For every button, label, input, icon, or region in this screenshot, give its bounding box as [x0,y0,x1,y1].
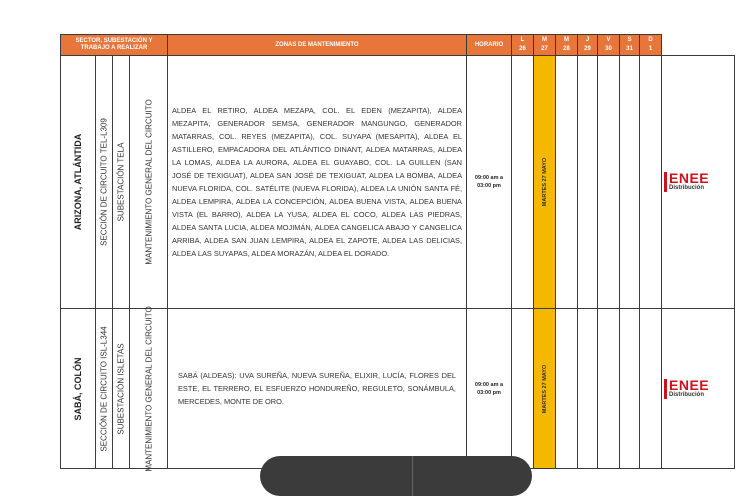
enee-logo-text: ENEE [669,170,710,186]
enee-logo [664,376,734,399]
zonas-cell: SABÁ (ALDEAS): UVA SUREÑA, NUEVA SUREÑA, ELIXIR, LUCÍA, FLORES DEL ESTE, EL TERRERO, EL ESFUERZO HONDUREÑO, REGULETO, SONÁMBULA, MERCEDES, MONTE DE ORO. [168,309,467,469]
header-day-mon: L 26 [512,35,534,56]
day-cell-fri [598,309,620,469]
header-zonas: ZONAS DE MANTENIMIENTO [168,35,467,56]
horario-cell: 09:00 am a 03:00 pm [467,309,512,469]
header-day-sat: S 31 [620,35,640,56]
floating-toolbar[interactable] [260,456,532,496]
header-day-thu: J 29 [578,35,598,56]
day-cell-tue-highlight: MARTES 27 MAYO [534,309,556,469]
logo-cell [662,309,735,469]
header-logo-spacer [662,35,735,56]
work-cell: MANTENIMIENTO GENERAL DEL CIRCUITO [130,309,168,469]
toolbar-divider [412,456,413,496]
enee-logo-subtext: Distribución [669,391,705,398]
day-cell-thu [578,309,598,469]
header-sector: SECTOR, SUBESTACIÓN Y TRABAJO A REALIZAR [61,35,168,56]
day-cell-sat [620,309,640,469]
header-day-sun: D 1 [640,35,662,56]
enee-logo-text: ENEE [669,376,710,393]
zonas-cell: ALDEA EL RETIRO, ALDEA MEZAPA, COL. EL EDEN (MEZAPITA), ALDEA MEZAPITA, GENERADOR SEMSA, GENERADOR MANGUNGO, GENERADOR MATARRAS, COL. REYES (MEZAPITA), COL. SUYAPA (MESAPITA), ALDEA EL ASTILLERO, EMPACADORA DEL ATLÁNTICO DINANT, ALDEA MATARRAS, ALDEA LA LOMAS, ALDEA LA AURORA, ALDEA EL GUAYABO, COL. LA GUILLEN (SAN JOSÉ DE TEXIGUAT), ALDEA SAN JOSÉ DE TEXIGUAT, ALDEA LA BOMBA, ALDEA NUEVA FLORIDA, COL. SATÉLITE (NUEVA FLORIDA), ALDEA LA UNIÓN SANTA FÉ, ALDEA LEMPIRA, ALDEA LA CONCEPCIÓN, ALDEA BUENA VISTA, ALDEA BUENA VISTA (EL BARRO), ALDEA LA YUSA, ALDEA EL COCO, ALDEA LAS PIEDRAS, ALDEA SANTA LUCIA, ALDEA MOJIMÁN, ALDEA CANGELICA ABAJO Y CANGELICA ARRIBA, ALDEA SAN JUAN LEMPIRA, ALDEA EL ZAPOTE, ALDEA LAS DELICIAS, ALDEA LAS SUYAPAS, ALDEA MORAZÁN, ALDEA EL DORADO. [168,56,467,309]
header-day-wed: M 28 [556,35,578,56]
enee-logo-mark [664,379,667,399]
enee-logo [664,172,734,192]
day-cell-wed [556,309,578,469]
day-cell-tue-highlight: MARTES 27 MAYO [534,56,556,309]
enee-logo-subtext: Distribución [669,185,705,191]
table-row [61,56,735,309]
day-cell-fri [598,56,620,309]
place-cell: SABÁ, COLÓN [61,309,96,469]
header-day-tue: M 27 [534,35,556,56]
substation-cell: SUBESTACIÓN ISLETAS [113,309,130,469]
day-cell-wed [556,56,578,309]
day-cell-mon [512,309,534,469]
place-cell: ARIZONA, ATLÁNTIDA [61,56,96,309]
header-horario: HORARIO [467,35,512,56]
header-row [61,35,735,56]
day-cell-sun [640,56,662,309]
substation-cell: SUBESTACIÓN TELA [113,56,130,309]
day-cell-thu [578,56,598,309]
table-row [61,309,735,469]
day-cell-mon [512,56,534,309]
day-cell-sun [640,309,662,469]
enee-logo-mark [664,172,667,192]
maintenance-schedule-table [60,34,735,472]
logo-cell [662,56,735,309]
day-cell-sat [620,56,640,309]
circuit-cell: SECCIÓN DE CIRCUITO TEL-L309 [96,56,113,309]
circuit-cell: SECCIÓN DE CIRCUITO ISL-L344 [96,309,113,469]
header-day-fri: V 30 [598,35,620,56]
work-cell: MANTENIMIENTO GENERAL DEL CIRCUITO [130,56,168,309]
horario-cell: 09:00 am a 03:00 pm [467,56,512,309]
